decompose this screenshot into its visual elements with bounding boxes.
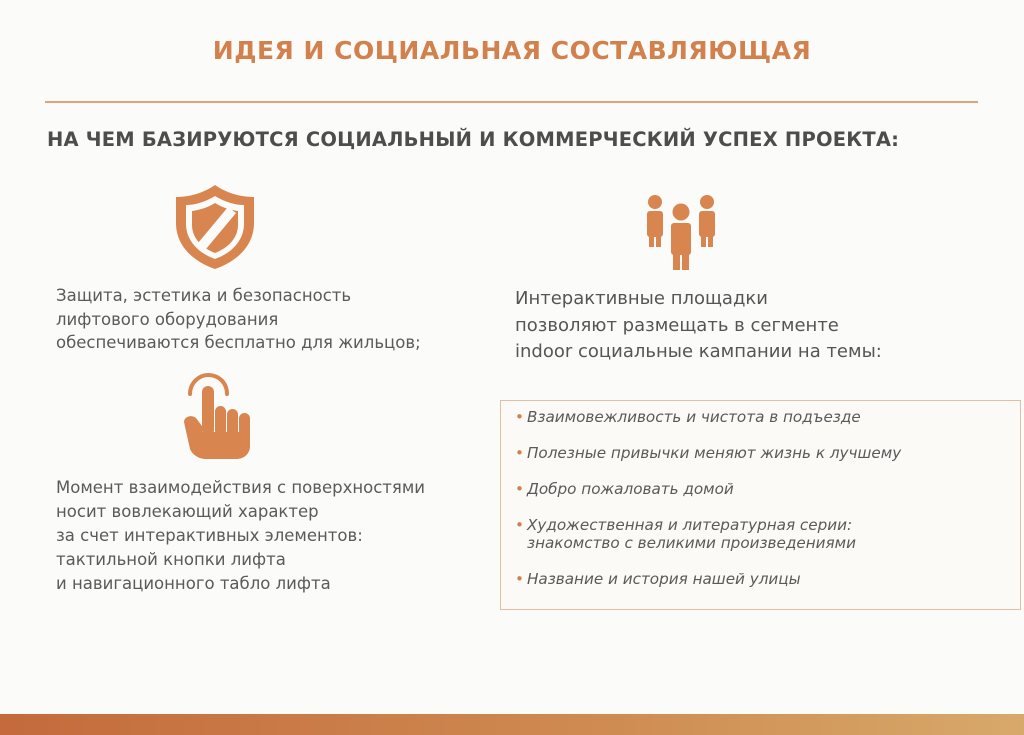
bullet-dot: •: [515, 480, 524, 498]
topic-text: Взаимовежливость и чистота в подъезде: [527, 408, 861, 426]
bullet-dot: •: [515, 516, 524, 534]
topic-text: Название и история нашей улицы: [527, 570, 801, 588]
topics-box: [500, 400, 1021, 610]
list-item: [515, 480, 1015, 498]
list-item: [515, 516, 1015, 552]
topic-text: Художественная и литературная серии: знакомство с великими произведениями: [527, 516, 856, 552]
list-item: [515, 444, 1015, 462]
topic-text: Добро пожаловать домой: [527, 480, 734, 498]
bullet-dot: •: [515, 570, 524, 588]
shield-icon: [172, 183, 258, 271]
bullet-dot: •: [515, 444, 524, 462]
people-icon: [641, 193, 721, 271]
touch-hand-icon: [178, 372, 262, 460]
topic-text: Полезные привычки меняют жизнь к лучшему: [527, 444, 902, 462]
title-divider: [45, 101, 978, 103]
bottom-bar: [0, 714, 1024, 735]
platforms-text: Интерактивные площадки позволяют размещать в сегменте indoor социальные кампании на темы:: [515, 288, 882, 362]
topics-list: [515, 408, 1015, 606]
list-item: [515, 570, 1015, 588]
page-title: ИДЕЯ И СОЦИАЛЬНАЯ СОСТАВЛЯЮЩАЯ: [212, 36, 812, 65]
list-item: [515, 408, 1015, 426]
bullet-dot: •: [515, 408, 524, 426]
section-subtitle: НА ЧЕМ БАЗИРУЮТСЯ СОЦИАЛЬНЫЙ И КОММЕРЧЕСКИЙ УСПЕХ ПРОЕКТА:: [47, 128, 900, 151]
protection-text: Защита, эстетика и безопасность лифтового оборудования обеспечиваются бесплатно для жильцов;: [56, 286, 421, 352]
interaction-text: Момент взаимодействия с поверхностями носит вовлекающий характер за счет интерактивных элементов: тактильной кнопки лифта и навигационного табло лифта: [56, 478, 426, 593]
